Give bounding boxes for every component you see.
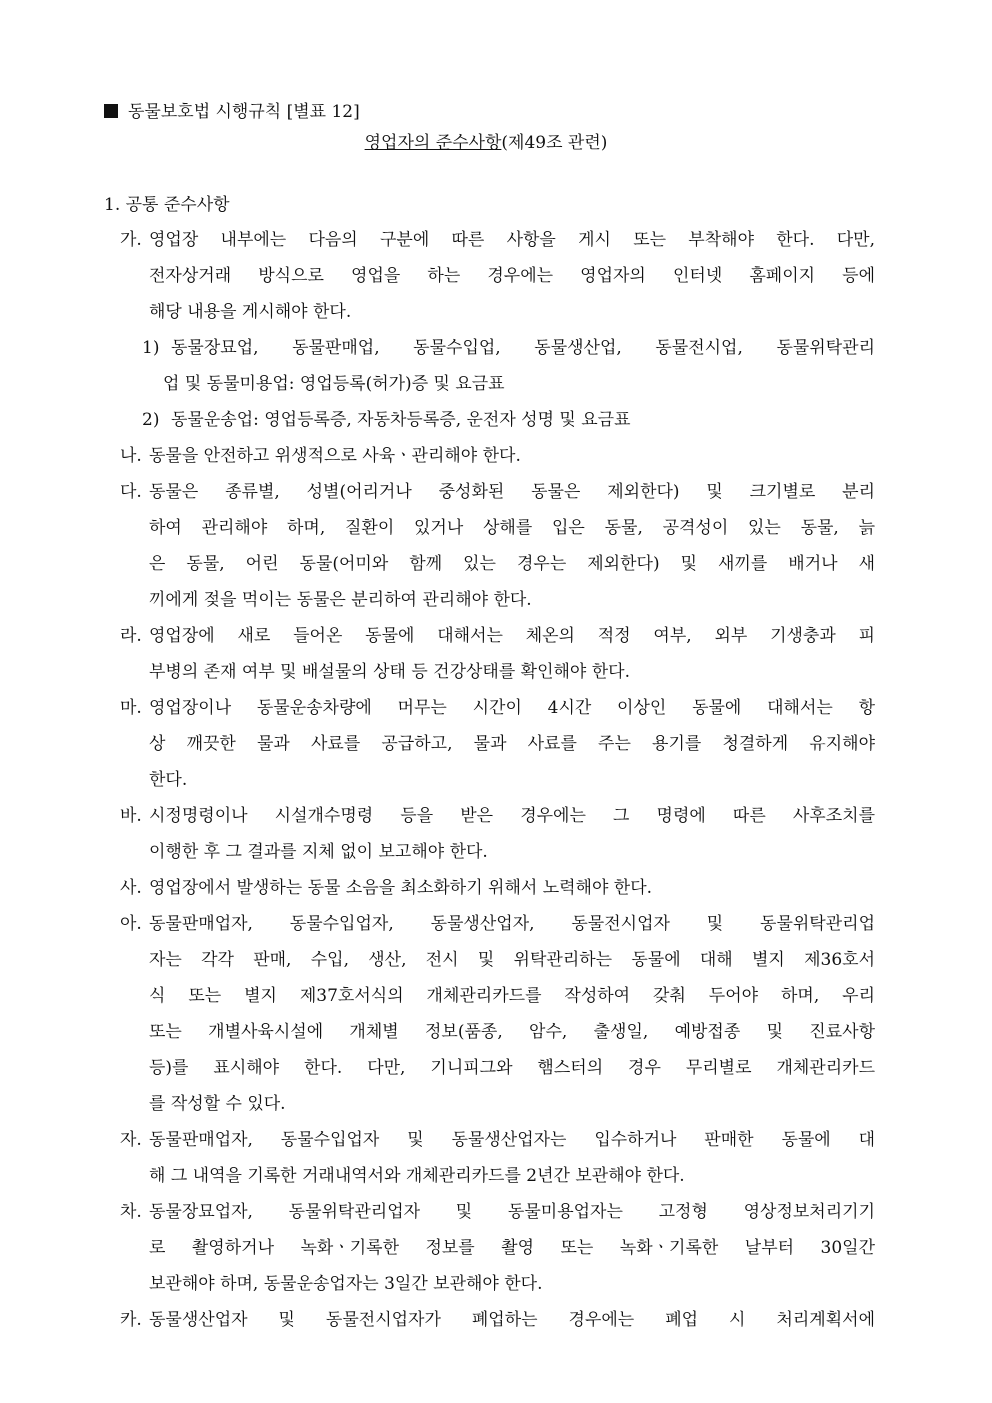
black-square-icon: [104, 104, 118, 118]
item-marker: 가.: [120, 230, 142, 250]
item-marker: 2): [142, 410, 160, 430]
item-marker: 마.: [120, 698, 142, 718]
item-line: 끼에게 젖을 먹이는 동물은 분리하여 관리해야 한다.: [149, 590, 532, 610]
item-line: 영업장에 새로 들어온 동물에 대해서는 체온의 적정 여부, 외부 기생충과 피: [149, 626, 875, 646]
list-item: [120, 870, 875, 906]
list-item: [120, 222, 875, 330]
title-suffix: (제49조 관련): [501, 133, 608, 153]
header-text: 동물보호법 시행규칙 [별표 12]: [128, 102, 360, 122]
section-heading: 1. 공통 준수사항: [104, 195, 230, 215]
item-line: 영업장이나 동물운송차량에 머무는 시간이 4시간 이상인 동물에 대해서는 항: [149, 698, 875, 718]
item-line: 동물장묘업, 동물판매업, 동물수입업, 동물생산업, 동물전시업, 동물위탁관리: [171, 338, 875, 358]
list-item: [120, 1302, 875, 1338]
item-line: 식 또는 별지 제37호서식의 개체관리카드를 작성하여 갖춰 두어야 하며, 우리: [149, 986, 875, 1006]
list-item: [120, 474, 875, 618]
item-line: 해당 내용을 게시해야 한다.: [149, 302, 352, 322]
item-marker: 다.: [120, 482, 142, 502]
title-main: 영업자의 준수사항: [364, 133, 502, 153]
item-marker: 1): [142, 338, 160, 358]
item-line: 자는 각각 판매, 수입, 생산, 전시 및 위탁관리하는 동물에 대해 별지 제36호서: [149, 950, 875, 970]
item-marker: 라.: [120, 626, 142, 646]
item-marker: 차.: [120, 1202, 142, 1222]
list-item: [120, 906, 875, 1122]
item-line: 또는 개별사육시설에 개체별 정보(품종, 암수, 출생일, 예방접종 및 진료사항: [149, 1022, 875, 1042]
item-line: 한다.: [149, 770, 188, 790]
item-line: 동물판매업자, 동물수입업자, 동물생산업자, 동물전시업자 및 동물위탁관리업: [149, 914, 875, 934]
item-marker: 나.: [120, 446, 142, 466]
item-marker: 자.: [120, 1130, 142, 1150]
item-line: 이행한 후 그 결과를 지체 없이 보고해야 한다.: [149, 842, 488, 862]
list-item: [120, 798, 875, 870]
list-item: [120, 1122, 875, 1194]
item-marker: 카.: [120, 1310, 142, 1330]
list-item: [120, 438, 875, 474]
list-item: [120, 690, 875, 798]
list-item: [142, 402, 875, 438]
item-line: 동물운송업: 영업등록증, 자동차등록증, 운전자 성명 및 요금표: [171, 410, 631, 430]
item-line: 해 그 내역을 기록한 거래내역서와 개체관리카드를 2년간 보관해야 한다.: [149, 1166, 685, 1186]
item-line: 동물생산업자 및 동물전시업자가 폐업하는 경우에는 폐업 시 처리계획서에: [149, 1310, 875, 1330]
item-line: 동물을 안전하고 위생적으로 사육ㆍ관리해야 한다.: [149, 446, 521, 466]
item-marker: 바.: [120, 806, 142, 826]
item-line: 동물은 종류별, 성별(어리거나 중성화된 동물은 제외한다) 및 크기별로 분리: [149, 482, 875, 502]
list-item: [120, 1194, 875, 1302]
item-line: 를 작성할 수 있다.: [149, 1094, 286, 1114]
item-line: 동물장묘업자, 동물위탁관리업자 및 동물미용업자는 고정형 영상정보처리기기: [149, 1202, 875, 1222]
item-line: 상 깨끗한 물과 사료를 공급하고, 물과 사료를 주는 용기를 청결하게 유지해야: [149, 734, 875, 754]
item-line: 등)를 표시해야 한다. 다만, 기니피그와 햄스터의 경우 무리별로 개체관리카드: [149, 1058, 875, 1078]
item-line: 로 촬영하거나 녹화ㆍ기록한 정보를 촬영 또는 녹화ㆍ기록한 날부터 30일간: [149, 1238, 875, 1258]
document-title: [0, 131, 972, 155]
item-line: 동물판매업자, 동물수입업자 및 동물생산업자는 입수하거나 판매한 동물에 대: [149, 1130, 875, 1150]
item-line: 부병의 존재 여부 및 배설물의 상태 등 건강상태를 확인해야 한다.: [149, 662, 631, 682]
list-item: [120, 618, 875, 690]
item-line: 하여 관리해야 하며, 질환이 있거나 상해를 입은 동물, 공격성이 있는 동물, 늙: [149, 518, 875, 538]
item-line: 전자상거래 방식으로 영업을 하는 경우에는 영업자의 인터넷 홈페이지 등에: [149, 266, 875, 286]
list-item: [142, 330, 875, 402]
item-line: 업 및 동물미용업: 영업등록(허가)증 및 요금표: [163, 374, 505, 394]
item-line: 영업장 내부에는 다음의 구분에 따른 사항을 게시 또는 부착해야 한다. 다만,: [149, 230, 875, 250]
document-header: [104, 100, 360, 124]
item-line: 은 동물, 어린 동물(어미와 함께 있는 경우는 제외한다) 및 새끼를 배거나 새: [149, 554, 875, 574]
item-line: 보관해야 하며, 동물운송업자는 3일간 보관해야 한다.: [149, 1274, 543, 1294]
item-line: 시정명령이나 시설개수명령 등을 받은 경우에는 그 명령에 따른 사후조치를: [149, 806, 875, 826]
item-marker: 아.: [120, 914, 142, 934]
item-line: 영업장에서 발생하는 동물 소음을 최소화하기 위해서 노력해야 한다.: [149, 878, 653, 898]
item-marker: 사.: [120, 878, 142, 898]
